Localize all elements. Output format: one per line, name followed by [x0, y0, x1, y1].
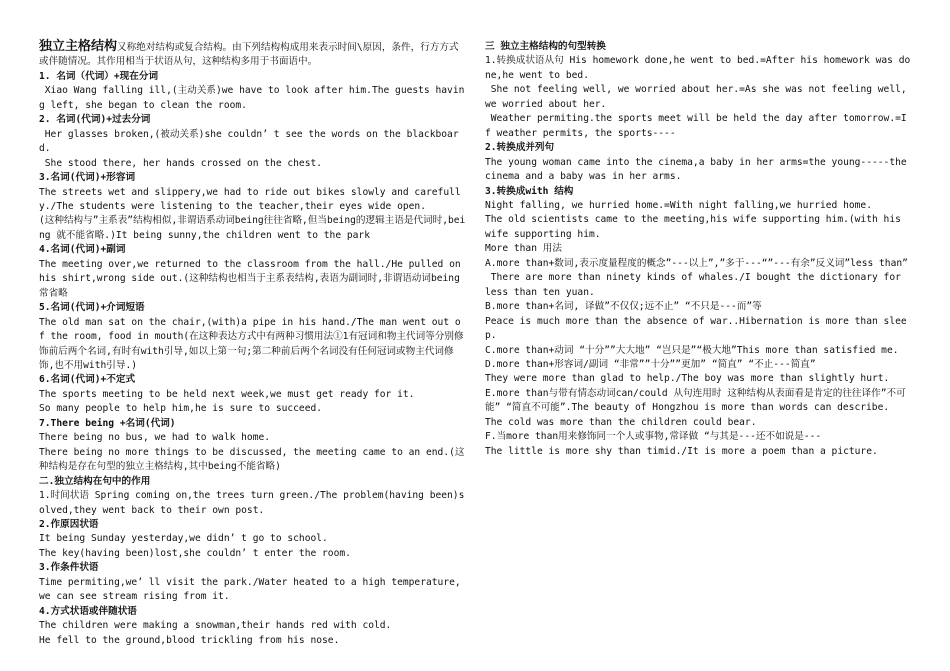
text-line: Xiao Wang falling ill,(主动关系)we have to look after him.The guests having left, she began to clean the room. — [39, 85, 465, 111]
section-heading: 5.名词(代词)+介词短语 — [39, 302, 145, 314]
text-line: There are more than ninety kinds of whales./I bought the dictionary for less than ten yuan. — [485, 272, 907, 298]
text-line: The old man sat on the chair,(with)a pipe in his hand./The man went out of the room, food in mouth(在这种表达方式中有两种习惯用法①1有冠词和物主代词等分别修饰前后两个名词,有时有with引导,如以上第一句;第二种前后两个名词没有任何冠词或物主代词修饰,也不用with引导.) — [39, 316, 464, 371]
text-line: The children were making a snowman,their hands red with cold. — [39, 620, 392, 632]
text-line: Night falling, we hurried home.=With night falling,we hurried home. — [485, 199, 872, 211]
section-heading: 3.作条件状语 — [39, 562, 99, 574]
text-line: The meeting over,we returned to the classroom from the hall./He pulled on his shirt,wrong side out.(这种结构也相当于主系表结构,表语为副词时,非谓语动词being常省略 — [39, 258, 467, 299]
section-heading: 二.独立结构在句中的作用 — [39, 475, 151, 487]
section-heading: 三 独立主格结构的句型转换 — [485, 41, 606, 52]
text-line: The streets wet and slippery,we had to ride out bikes slowly and carefully./The students were listening to the teacher,their eyes wide open. — [39, 186, 461, 212]
text-line: 1.转换成状语从句 His homework done,he went to bed.=After his homework was done,he went to bed. — [485, 55, 911, 81]
section-heading: 3.名词(代词)+形容词 — [39, 172, 136, 184]
text-line: 1.时间状语 Spring coming on,the trees turn green./The problem(having been)solved,they went back to their own post. — [39, 490, 465, 516]
text-line: There being no more things to be discussed, the meeting came to an end.(这种结构是存在句型的独立主格结构,其中being不能省略) — [39, 446, 465, 473]
section-heading: 7.There being +名词(代词) — [39, 417, 176, 429]
text-line: More than 用法 — [485, 243, 562, 255]
text-line: So many people to help him,he is sure to succeed. — [39, 403, 323, 415]
section-heading: 4.方式状语或伴随状语 — [39, 605, 137, 617]
section-heading: 6.名词(代词)+不定式 — [39, 374, 136, 386]
text-line: F.当more than用来修饰同一个人或事物,常译做 “与其是---还不如说是--- — [485, 431, 822, 443]
text-line: (这种结构与”主系表”结构相似,非谓语系动词being往往省略,但当being的逻辑主语是代词时,being 就不能省略.)It being sunny,the children went to the park — [39, 215, 466, 241]
section-heading: 2.转换成并列句 — [485, 142, 555, 154]
text-line: She stood there, her hands crossed on the chest. — [39, 157, 323, 169]
text-line: Weather permiting.the sports meet will be held the day after tomorrow.=If weather permits, the sports---- — [485, 113, 907, 139]
text-line: There being no bus, we had to walk home. — [39, 432, 271, 444]
text-line: A.more than+数词,表示度量程度的概念”---以上”,”多于---“”---有余”反义词”less than” — [485, 257, 908, 269]
text-line: The key(having been)lost,she couldn’ t enter the room. — [39, 547, 351, 559]
text-line: C.more than+动词 “十分””大大地” “岂只是”“极大地”This more than satisfied me. — [485, 344, 899, 356]
section-heading: 1. 名词（代词）+现在分词 — [39, 70, 159, 82]
text-line: It being Sunday yesterday,we didn’ t go to school. — [39, 533, 328, 545]
document-title: 独立主格结构 — [39, 39, 118, 54]
intro-text: 又称绝对结构或复合结构。由下列结构构成用来表示时间\原因，条件，行方方式或伴随情况。其作用相当于状语从句，这种结构多用于书面语中。 — [39, 42, 459, 68]
text-line: B.more than+名词, 译做”不仅仅;远不止” “不只是---而”等 — [485, 301, 762, 313]
text-line: The old scientists came to the meeting,his wife supporting him.(with his wife supporting him. — [485, 214, 907, 240]
intro-paragraph — [39, 40, 466, 70]
text-line: Time permiting,we’ ll visit the park./Water heated to a high temperature,we can see stream rising from it. — [39, 576, 461, 603]
text-line: The cold was more than the children could bear. — [485, 416, 757, 428]
text-line: The young woman came into the cinema,a baby in her arms=the young-----the cinema and a baby was in her arms. — [485, 156, 913, 183]
right-column — [485, 40, 912, 459]
section-heading: 4.名词(代词)+副词 — [39, 244, 126, 256]
text-line: E.more than与带有情态动词can/could 从句连用时 这种结构从表面看是肯定的往往译作”不可能” “简直不可能”.The beauty of Hongzhou is more than words can describe. — [485, 387, 906, 414]
text-line: The sports meeting to be held next week,we must get ready for it. — [39, 388, 415, 400]
text-line: D.more than+形容词/副词 “非常””十分””更加” “简直” “不止---简直” — [485, 358, 816, 370]
text-line: The little is more shy than timid./It is more a poem than a picture. — [485, 445, 878, 457]
left-column — [39, 40, 466, 648]
text-line: She not feeling well, we worried about her.=As she was not feeling well, we worried about her. — [485, 84, 913, 110]
text-line: He fell to the ground,blood trickling from his nose. — [39, 634, 340, 646]
section-heading: 2.作原因状语 — [39, 518, 99, 530]
text-line: Peace is much more than the absence of war..Hibernation is more than sleep. — [485, 315, 907, 342]
text-line: Her glasses broken,(被动关系)she couldn’ t see the words on the blackboard. — [39, 128, 459, 155]
text-line: They were more than glad to help./The boy was more than slightly hurt. — [485, 373, 890, 385]
section-heading: 2. 名词(代词)+过去分词 — [39, 114, 151, 126]
section-heading: 3.转换成with 结构 — [485, 185, 574, 197]
